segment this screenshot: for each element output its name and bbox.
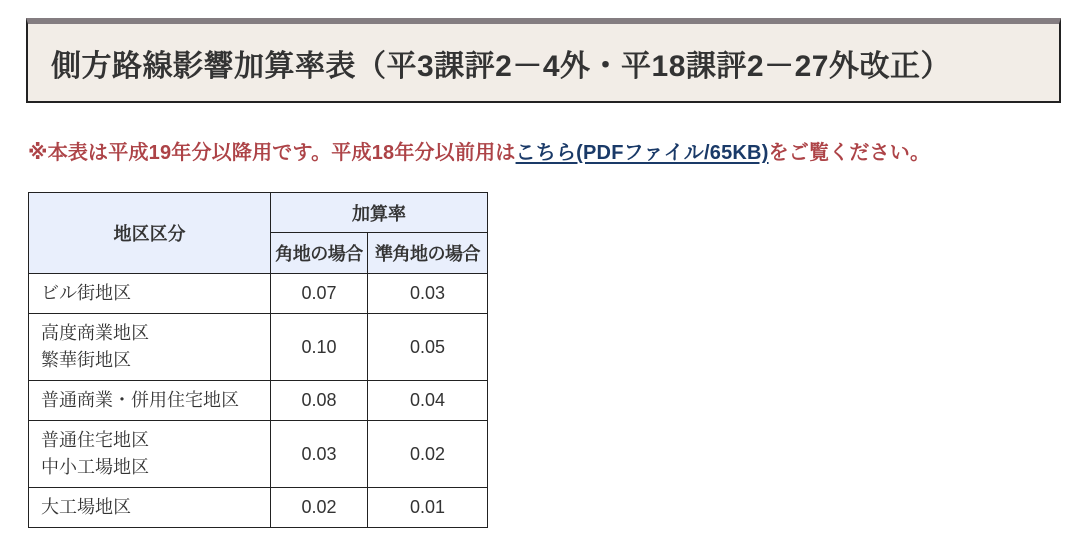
semi-corner-rate-cell: 0.01 — [368, 488, 488, 528]
table-row — [29, 314, 488, 381]
semi-corner-rate-cell: 0.03 — [368, 274, 488, 314]
notice-prefix: ※本表は平成19年分以降用です。平成18年分以前用は — [28, 142, 516, 164]
corner-rate-cell: 0.02 — [271, 488, 368, 528]
table-body — [29, 274, 488, 528]
district-cell: 普通商業・併用住宅地区 — [29, 381, 271, 421]
table-header-row-top — [29, 193, 488, 233]
district-cell: 大工場地区 — [29, 488, 271, 528]
district-cell: 普通住宅地区 中小工場地区 — [29, 421, 271, 488]
corner-case-header: 角地の場合 — [271, 233, 368, 274]
rate-column-group-header: 加算率 — [271, 193, 488, 233]
semi-corner-case-header: 準角地の場合 — [368, 233, 488, 274]
corner-rate-cell: 0.03 — [271, 421, 368, 488]
table-row — [29, 274, 488, 314]
table-row — [29, 381, 488, 421]
semi-corner-rate-cell: 0.02 — [368, 421, 488, 488]
district-cell: 高度商業地区 繁華街地区 — [29, 314, 271, 381]
page-title: 側方路線影響加算率表（平3課評2－4外・平18課評2－27外改正） — [51, 49, 951, 83]
corner-rate-cell: 0.10 — [271, 314, 368, 381]
semi-corner-rate-cell: 0.05 — [368, 314, 488, 381]
semi-corner-rate-cell: 0.04 — [368, 381, 488, 421]
page-title-banner — [26, 18, 1061, 103]
district-cell: ビル街地区 — [29, 274, 271, 314]
notice-suffix: をご覧ください。 — [768, 142, 931, 164]
pdf-link[interactable]: こちら(PDFファイル/65KB) — [515, 142, 769, 164]
rate-table — [28, 192, 488, 528]
corner-rate-cell: 0.07 — [271, 274, 368, 314]
table-row — [29, 421, 488, 488]
notice — [28, 136, 1061, 165]
table-row — [29, 488, 488, 528]
district-column-header: 地区区分 — [29, 193, 271, 274]
corner-rate-cell: 0.08 — [271, 381, 368, 421]
